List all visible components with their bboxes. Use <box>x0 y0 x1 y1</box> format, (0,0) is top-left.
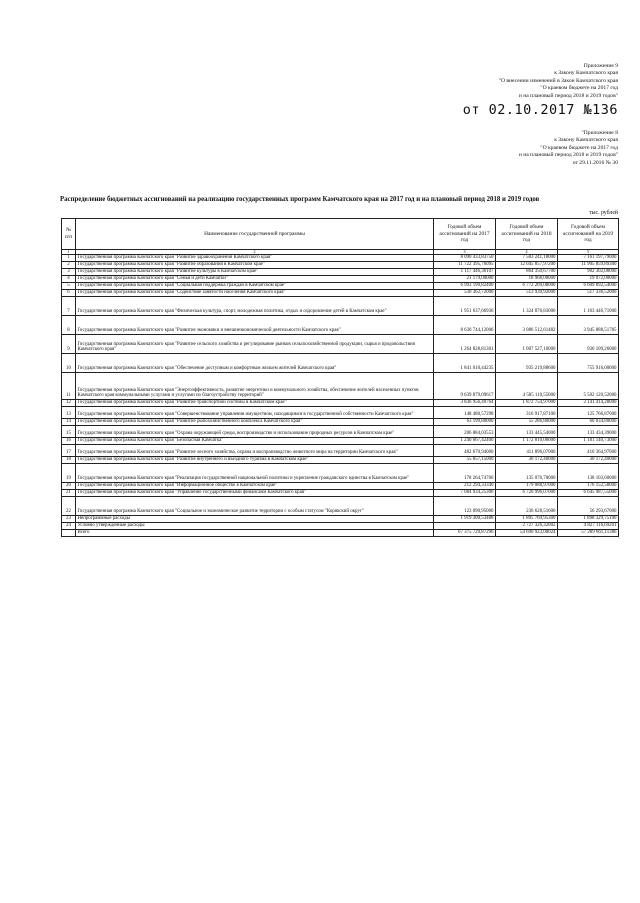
program-name: Государственная программа Камчатского края "Развитие здравоохранения Камчатского края" <box>76 255 434 262</box>
row-number: 8 <box>62 316 76 335</box>
col-header-2018: Годовой объем ассигнований на 2018 год <box>496 219 558 250</box>
header-line: "О внесении изменений в Закон Камчатского края <box>498 77 618 84</box>
value-2019: 6 609 892,54000 <box>558 283 619 290</box>
value-2018: 935 219,88600 <box>496 354 558 373</box>
units-label: тыс. рублей <box>589 210 618 216</box>
value-2019: 1 163 446,71000 <box>558 297 619 316</box>
row-number: 15 <box>62 426 76 438</box>
value-2019: 19 072,00000 <box>558 276 619 283</box>
program-name: Непрограммные расходы <box>76 516 434 523</box>
value-2017: 123 090,95000 <box>434 497 496 516</box>
value-2017: 55 857,15000 <box>434 457 496 464</box>
table-row <box>62 290 619 297</box>
row-number: 4 <box>62 276 76 283</box>
table-row <box>62 490 619 497</box>
annex-9-header <box>499 63 618 100</box>
value-2017: 9 639 879,09617 <box>434 373 496 400</box>
header-line: "Приложение 8 <box>581 130 618 136</box>
program-name: Государственная программа Камчатского края "Содействие занятости населения Камчатского края" <box>76 290 434 297</box>
value-2018: 1 324 876,83000 <box>496 297 558 316</box>
value-2017: 3 836 956,40764 <box>434 400 496 407</box>
table-row <box>62 316 619 335</box>
value-2017: 1 240 667,42400 <box>434 438 496 445</box>
value-2019: 3 945 888,51785 <box>558 316 619 335</box>
table-row <box>62 255 619 262</box>
value-2018: 12 045 857,97200 <box>496 262 558 269</box>
table-row <box>62 400 619 407</box>
row-number <box>62 530 76 537</box>
col-header-2019: Годовой объем ассигнований на 2019 год <box>558 219 619 250</box>
row-number: 3 <box>62 269 76 276</box>
header-line: от 29.11.2016 № 30 <box>572 159 618 166</box>
value-2018: 54 690 923,00024 <box>496 530 558 537</box>
value-2018: 3 086 512,61482 <box>496 316 558 335</box>
header-line: и на плановый период 2018 и 2019 годов" <box>518 92 618 99</box>
value-2019: 30 172,40000 <box>558 457 619 464</box>
value-2017: 1 117 446,36107 <box>434 269 496 276</box>
table-row <box>62 497 619 516</box>
value-2017: 1 264 828,81301 <box>434 335 496 354</box>
value-2018: 236 628,51600 <box>496 497 558 516</box>
row-number: 9 <box>62 335 76 354</box>
row-number: 10 <box>62 354 76 373</box>
value-2019: 138 103,60000 <box>558 464 619 483</box>
header-line: к Закону Камчатского края <box>554 137 618 144</box>
col-header-name: Наименование государственной программы <box>76 219 434 250</box>
row-number: 22 <box>62 497 76 516</box>
index-cell: 5 <box>558 250 619 255</box>
value-2019: 936 109,26000 <box>558 335 619 354</box>
program-name: Государственная программа Камчатского края "Физическая культура, спорт, молодежная политика, отдых и оздоровление детей в Камчатском крае" <box>76 297 434 316</box>
annex-8-header <box>519 130 618 167</box>
row-number: 17 <box>62 445 76 457</box>
index-cell: 3 <box>434 250 496 255</box>
value-2018: 7 583 241,18000 <box>496 255 558 262</box>
value-2018: 316 917,87100 <box>496 407 558 419</box>
table-row <box>62 426 619 438</box>
program-name: Государственная программа Камчатского края "Обеспечение доступным и комфортным жильем жителей Камчатского края" <box>76 354 434 373</box>
value-2017: 67 375 729,87296 <box>434 530 496 537</box>
value-2018: 135 076,70000 <box>496 464 558 483</box>
col-header-number: № п/п <box>62 219 76 250</box>
program-name: Государственная программа Камчатского края "Развитие рыбохозяйственного комплекса Камчатского края" <box>76 419 434 426</box>
table-row <box>62 464 619 483</box>
value-2017: 212 294,33340 <box>434 483 496 490</box>
program-name: Государственная программа Камчатского края "Развитие лесного хозяйства, охрана и воспроизводство животного мира на территории Камчатского края" <box>76 445 434 457</box>
table-row <box>62 483 619 490</box>
table-row <box>62 457 619 464</box>
table-row <box>62 419 619 426</box>
row-number: 11 <box>62 373 76 400</box>
program-name: Условно утвержденные расходы <box>76 523 434 530</box>
scan-mark: · <box>593 535 595 541</box>
row-number: 6 <box>62 290 76 297</box>
value-2017: 148 480,57298 <box>434 407 496 419</box>
value-2017: 8 630 744,12006 <box>434 316 496 335</box>
row-number: 1 <box>62 255 76 262</box>
value-2017: 1 841 010,44235 <box>434 354 496 373</box>
index-cell: 4 <box>496 250 558 255</box>
row-number: 14 <box>62 419 76 426</box>
value-2019: 6 645 987,55000 <box>558 490 619 497</box>
value-2019: 7 161 197,79000 <box>558 255 619 262</box>
value-2017: 530 362,72000 <box>434 290 496 297</box>
value-2019: 176 152,58000 <box>558 483 619 490</box>
value-2017: 206 884,03553 <box>434 426 496 438</box>
table-row <box>62 516 619 523</box>
table-body <box>62 255 619 537</box>
program-name: Государственная программа Камчатского края "Энергоэффективность, развитие энергетики и коммунального хозяйства, обеспечение жителей населенных пунктов Камчатского края коммунальными услугами и услугами по благоустройству территорий" <box>76 373 434 400</box>
value-2019: 1 898 329,75100 <box>558 516 619 523</box>
value-2019: 517 336,52000 <box>558 290 619 297</box>
registration-stamp: от 02.10.2017 №136 <box>462 102 618 118</box>
table-row <box>62 276 619 283</box>
row-number: 13 <box>62 407 76 419</box>
table-row <box>62 407 619 419</box>
row-number: 20 <box>62 483 76 490</box>
value-2017: 7 084 934,25306 <box>434 490 496 497</box>
value-2017: 1 951 637,66936 <box>434 297 496 316</box>
program-name: Государственная программа Камчатского края "Социальное и экономическое развитие территории с особым статусом "Корякский округ" <box>76 497 434 516</box>
header-line: и на плановый период 2018 и 2019 годов" <box>518 152 618 159</box>
value-2018: 55 286,80000 <box>496 419 558 426</box>
value-2017: 11 722 395,76095 <box>434 262 496 269</box>
value-2018: 179 088,97000 <box>496 483 558 490</box>
table-row <box>62 373 619 400</box>
header-line: Приложение 9 <box>583 63 618 69</box>
row-number: 18 <box>62 457 76 464</box>
value-2017: 482 670,94000 <box>434 445 496 457</box>
program-name: Государственная программа Камчатского края "Информационное общество в Камчатском крае" <box>76 483 434 490</box>
col-header-2017: Годовой объем ассигнований на 2017 год <box>434 219 496 250</box>
program-name: Государственная программа Камчатского края "Развитие образования в Камчатском крае" <box>76 262 434 269</box>
value-2018: 1 895 769,95300 <box>496 516 558 523</box>
value-2018: 1 872 754,97000 <box>496 400 558 407</box>
value-2018: 4 585 110,55000 <box>496 373 558 400</box>
row-number: 16 <box>62 438 76 445</box>
value-2018: 30 172,40000 <box>496 457 558 464</box>
value-2019: 5 502 120,52000 <box>558 373 619 400</box>
value-2018: 6 772 269,08000 <box>496 283 558 290</box>
table-row <box>62 523 619 530</box>
value-2017: 1 919 300,53488 <box>434 516 496 523</box>
value-2019: 1 181 140,73000 <box>558 438 619 445</box>
document-title: Распределение бюджетных ассигнований на реализацию государственных программ Камчатского края на 2017 год и на плановый период 2018 и 2019 годов <box>60 196 540 203</box>
table-row <box>62 269 619 276</box>
value-2017: 8 090 433,83750 <box>434 255 496 262</box>
row-number: 19 <box>62 464 76 483</box>
row-number: 21 <box>62 490 76 497</box>
row-number: 5 <box>62 283 76 290</box>
value-2018: 18 968,00000 <box>496 276 558 283</box>
program-name: Государственная программа Камчатского края "Развитие внутреннего и въездного туризма в Камчатском крае" <box>76 457 434 464</box>
table-row <box>62 438 619 445</box>
value-2017: 63 199,80000 <box>434 419 496 426</box>
value-2017: 6 993 190,82400 <box>434 283 496 290</box>
program-name: Государственная программа Камчатского края "Охрана окружающей среды, воспроизводство и использование природных ресурсов в Камчатском крае" <box>76 426 434 438</box>
value-2019: 57 289 661,11386 <box>558 530 619 537</box>
row-number: 12 <box>62 400 76 407</box>
row-number: 24 <box>62 523 76 530</box>
table-row <box>62 297 619 316</box>
value-2019: 60 034,80000 <box>558 419 619 426</box>
value-2019: 4 827 116,69201 <box>558 523 619 530</box>
table-header-row <box>62 219 619 250</box>
value-2017: 178 264,74700 <box>434 464 496 483</box>
program-name: Государственная программа Камчатского края "Развитие культуры в Камчатском крае" <box>76 269 434 276</box>
value-2018: 513 939,92000 <box>496 290 558 297</box>
value-2019: 755 916,00000 <box>558 354 619 373</box>
value-2019: 125 766,87000 <box>558 407 619 419</box>
program-name: Государственная программа Камчатского края "Развитие сельского хозяйства и регулирование рынков сельскохозяйственной продукции, сырья и продовольствия Камчатского края" <box>76 335 434 354</box>
index-cell: 2 <box>76 250 434 255</box>
table-row <box>62 262 619 269</box>
header-line: к Закону Камчатского края <box>554 70 618 77</box>
value-2019: 133 434,39000 <box>558 426 619 438</box>
row-number: 23 <box>62 516 76 523</box>
value-2019: 11 905 859,89300 <box>558 262 619 269</box>
table-row <box>62 445 619 457</box>
value-2019: 2 141 414,28000 <box>558 400 619 407</box>
program-name: Всего <box>76 530 434 537</box>
program-name: Государственная программа Камчатского края "Развитие экономики и внешнеэкономической деятельности Камчатского края" <box>76 316 434 335</box>
value-2018: 1 172 810,00000 <box>496 438 558 445</box>
program-name: Государственная программа Камчатского края "Совершенствование управления имуществом, находящимся в государственной собственности Камчатского края" <box>76 407 434 419</box>
table-row <box>62 354 619 373</box>
value-2017: 21 179,00000 <box>434 276 496 283</box>
program-name: Государственная программа Камчатского края "Безопасная Камчатка" <box>76 438 434 445</box>
value-2018: 1 007 527,10000 <box>496 335 558 354</box>
row-number: 2 <box>62 262 76 269</box>
index-cell: 1 <box>62 250 76 255</box>
total-row <box>62 530 619 537</box>
value-2019: 902 302,08000 <box>558 269 619 276</box>
table-row <box>62 335 619 354</box>
program-name: Государственная программа Камчатского края "Семья и дети Камчатки" <box>76 276 434 283</box>
value-2017 <box>434 523 496 530</box>
program-name: Государственная программа Камчатского края "Управление государственными финансами Камчатского края" <box>76 490 434 497</box>
value-2019: 416 364,97000 <box>558 445 619 457</box>
program-name: Государственная программа Камчатского края "Развитие транспортной системы в Камчатском крае" <box>76 400 434 407</box>
header-line: "О краевом бюджете на 2017 год <box>540 85 618 92</box>
value-2018: 2 727 326,32002 <box>496 523 558 530</box>
value-2018: 864 350,67700 <box>496 269 558 276</box>
program-name: Государственная программа Камчатского края "Социальная поддержка граждан в Камчатском крае" <box>76 283 434 290</box>
value-2018: 133 445,54000 <box>496 426 558 438</box>
header-line: "О краевом бюджете на 2017 год <box>540 144 618 151</box>
row-number: 7 <box>62 297 76 316</box>
value-2018: 6 720 996,07000 <box>496 490 558 497</box>
value-2018: 411 896,07000 <box>496 445 558 457</box>
program-name: Государственная программа Камчатского края "Реализация государственной национальной политики и укрепление гражданского единства в Камчатском крае" <box>76 464 434 483</box>
value-2019: 56 293,67000 <box>558 497 619 516</box>
budget-table <box>61 218 619 537</box>
table-row <box>62 283 619 290</box>
